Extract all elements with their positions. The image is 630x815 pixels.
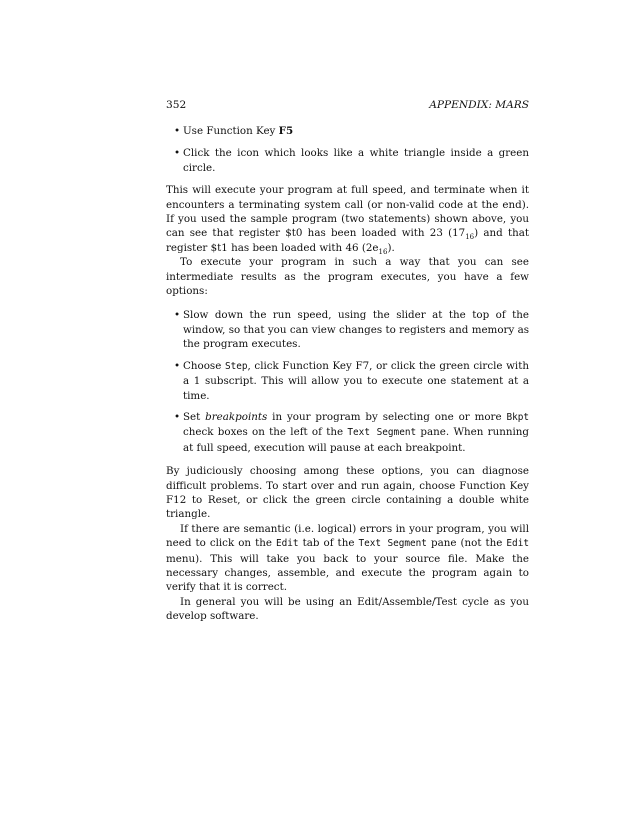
- paragraph: In general you will be using an Edit/Assemble/Test cycle as you develop software.: [166, 595, 529, 623]
- run-options-list: [166, 124, 529, 175]
- page-number: 352: [166, 99, 187, 111]
- list-item: • Choose Step, click Function Key F7, or click the green circle with a 1 subscript. This will allow you to execute one statement at a time.: [166, 359, 529, 403]
- paragraph: By judiciously choosing among these options, you can diagnose difficult problems. To start over and run again, choose Function Key F12 to Reset, or click the green circle containing a double white triangle.: [166, 465, 529, 521]
- key-label: F5: [278, 125, 294, 137]
- page-header: [166, 98, 529, 112]
- list-item: • Use Function Key F5: [166, 124, 529, 138]
- paragraph: This will execute your program at full speed, and terminate when it encounters a terminating system call (or non-valid code at the end). If you used the sample program (two statements) shown above, you can see that register $t0 has been loaded with 23 $(17_{16})$ and that register $t1 has been loaded with 46 $(2e_{16})$.: [166, 184, 529, 256]
- list-item: • Slow down the run speed, using the slider at the top of the window, so that you can view changes to registers and memory as the program executes.: [166, 308, 529, 351]
- body-text: [166, 124, 529, 624]
- paragraph: To execute your program in such a way that you can see intermediate results as the program executes, you have a few options:: [166, 256, 529, 298]
- running-title: APPENDIX: MARS: [429, 99, 529, 111]
- list-item: • Set breakpoints in your program by selecting one or more Bkpt check boxes on the left of the Text Segment pane. When running at full speed, execution will pause at each breakpoint.: [166, 410, 529, 455]
- debug-options-list: [166, 308, 529, 455]
- list-item: • Click the icon which looks like a white triangle inside a green circle.: [166, 146, 529, 175]
- paragraph: If there are semantic (i.e. logical) errors in your program, you will need to click on the Edit tab of the Text Segment pane (not the Edit menu). This will take you back to your source file. Make the necessary changes, assemble, and execute the program again to verify that it is correct.: [166, 522, 529, 594]
